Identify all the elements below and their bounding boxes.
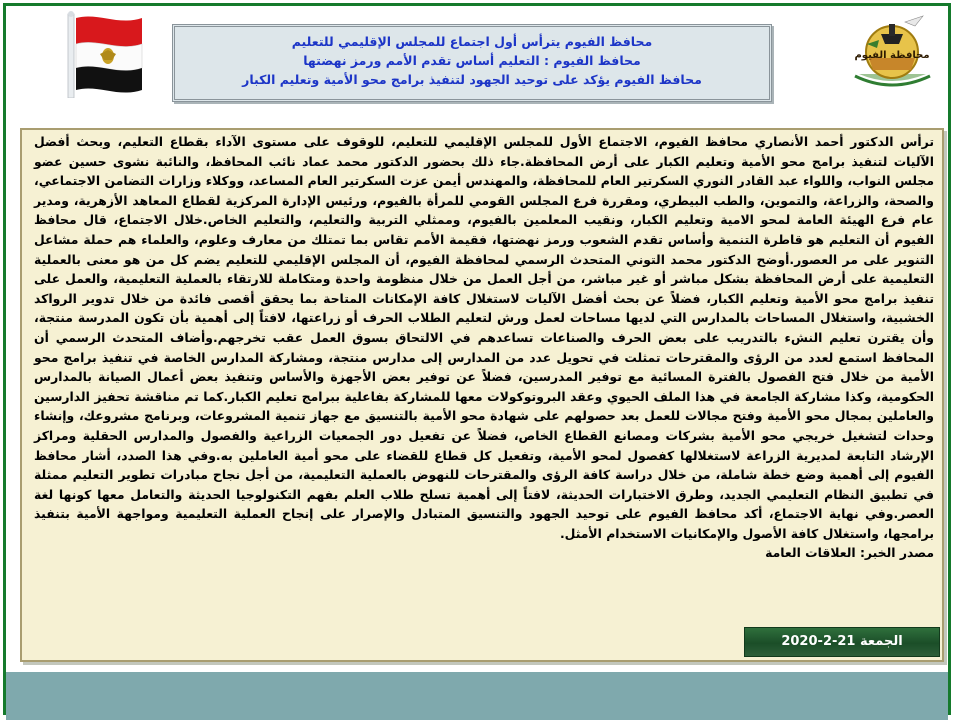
emblem-text: محافظة الفيوم bbox=[854, 50, 930, 61]
headlines-box bbox=[172, 24, 772, 102]
headline-3: محافظ الفيوم يؤكد على توحيد الجهود لتنفيذ برامج محو الأمية وتعليم الكبار bbox=[242, 72, 702, 87]
article-body bbox=[20, 128, 944, 662]
article-paragraph: ترأس الدكتور أحمد الأنصاري محافظ الفيوم، الاجتماع الأول للمجلس الإقليمي للتعليم، للوقوف على مستوى الآداء بقطاع التعليم، وبحث أفضل الآليات لتنفيذ برامج محو الأمية وتعليم الكبار على أرض المحافظة.جاء ذلك بحضور الدكتور محمد عماد نائب المحافظ، والنائبة نشوى حسين عضو مجلس النواب، واللواء عبد القادر النوري السكرتير العام للمحافظة، والمهندس أيمن عزت السكرتير العام المساعد، ووكلاء وزارات التضامن الاجتماعي، والصحة، والزراعة، والتموين، والطب البيطري، ومقررة فرع المجلس القومي للمرأة بالفيوم، ورئيس الإدارة المركزية لقطاع المعاهد الأزهرية، ومدير عام فرع الهيئة العامة لمحو الامية وتعليم الكبار، ونقيب المعلمين بالفيوم، وممثلي التربية والتعليم، والتعليم الخاص.خلال الاجتماع، قال محافظ الفيوم أن التعليم هو قاطرة التنمية وأساس تقدم الشعوب ورمز نهضتها، فقيمة الأمم تقاس بما تمتلك من معارف وعلوم، والعلماء هم حملة مشاعل التنوير على مر العصور.أوضح الدكتور محمد التوني المتحدث الرسمي لمحافظة الفيوم، أن المجلس الإقليمي للتعليم يضم كل من هو معنى بالعملية التعليمية على أرض المحافظة بشكل مباشر أو غير مباشر، من أجل العمل من خلال منظومة واحدة ومتكاملة للارتقاء بالعملية التعليمية، والعمل على تنفيذ برامج محو الأمية وتعليم الكبار، فضلاً عن بحث أفضل الآليات لاستغلال كافة الإمكانات المتاحة بما يحقق أقصى فائدة من خلال تدوير الرواكد الخشبية، واستغلال المساحات بالمدارس التي لديها مساحات لعمل ورش لتعليم الطلاب الحرف أو زراعتها، لافتاً إلى أهمية بأن تكون المدرسة منتجة، وأن يقترن تعليم النشء بالتدريب على بعض الحرف والصناعات تساعدهم في الالتحاق بسوق العمل عقب تخرجهم.وأضاف المتحدث الرسمي أن المحافظ استمع لعدد من الرؤى والمقترحات تمثلت في تحويل عدد من المدارس إلى مدارس منتجة، ومشاركة المدارس الخاصة في تنفيذ برامج محو الأمية من خلال فتح الفصول بالفترة المسائية مع توفير المدرسين، فضلاً عن توفير بعض الأجهزة والأساس وتنفيذ بعض أعمال الصيانة بالمدارس الحكومية، وكذا مشاركة الجامعة في هذا الملف الحيوي وعقد البروتوكولات معها للمشاركة بفاعلية ببرامج تعليم الكبار.كما تم مناقشة تحفيز الدارسين والعاملين بمجال محو الأمية وفتح مجالات للعمل بعد حصولهم على شهادة محو الأمية بالتنسيق مع جهاز تنمية المشروعات، وبرنامج مشروعك، وإنشاء وحدات لتشغيل خريجي محو الأمية بشركات ومصانع القطاع الخاص، فضلاً عن تفعيل دور الجمعيات الزراعية والفصول والمدارس الحقلية ومراكز الإرشاد التابعة لمديرية الزراعة لاستغلالها كفصول لمحو الأمية، وتفعيل كل قطاع للقضاء على محو أمية العاملين به.وفي هذا الصدد، أشار محافظ الفيوم إلى أهمية وضع خطة شاملة، من خلال دراسة كافة الرؤى والمقترحات للنهوض بالعملية التعليمية، من أجل نجاح مبادرات تطوير التعليم ممثلة في تطبيق النظام التعليمي الجديد، وطرق الاختبارات الحديثة، لافتاً إلى أهمية تسلح طلاب العلم بفهم التكنولوجيا الحديثة والتعامل معها كونها لغة العصر.وفي نهاية الاجتماع، أكد محافظ الفيوم على توحيد الجهود والتنسيق المتبادل والإصرار على إنجاح العملية التعليمية ومواجهة الأمية بتنفيذ برامجها، واستغلال كافة الأصول والإمكانيات الاستخدام الأمثل. bbox=[34, 134, 934, 541]
fayoum-emblem-icon bbox=[845, 14, 940, 94]
headline-1: محافظ الفيوم يترأس أول اجتماع للمجلس الإقليمي للتعليم bbox=[291, 34, 653, 49]
news-source: مصدر الخبر: العلاقات العامة bbox=[765, 545, 934, 561]
egypt-flag-icon bbox=[38, 10, 148, 98]
date-bar: الجمعة 21-2-2020 bbox=[744, 627, 940, 657]
headline-2: محافظ الفيوم : التعليم أساس تقدم الأمم ورمز نهضتها bbox=[303, 53, 641, 68]
bottom-band bbox=[6, 672, 948, 720]
